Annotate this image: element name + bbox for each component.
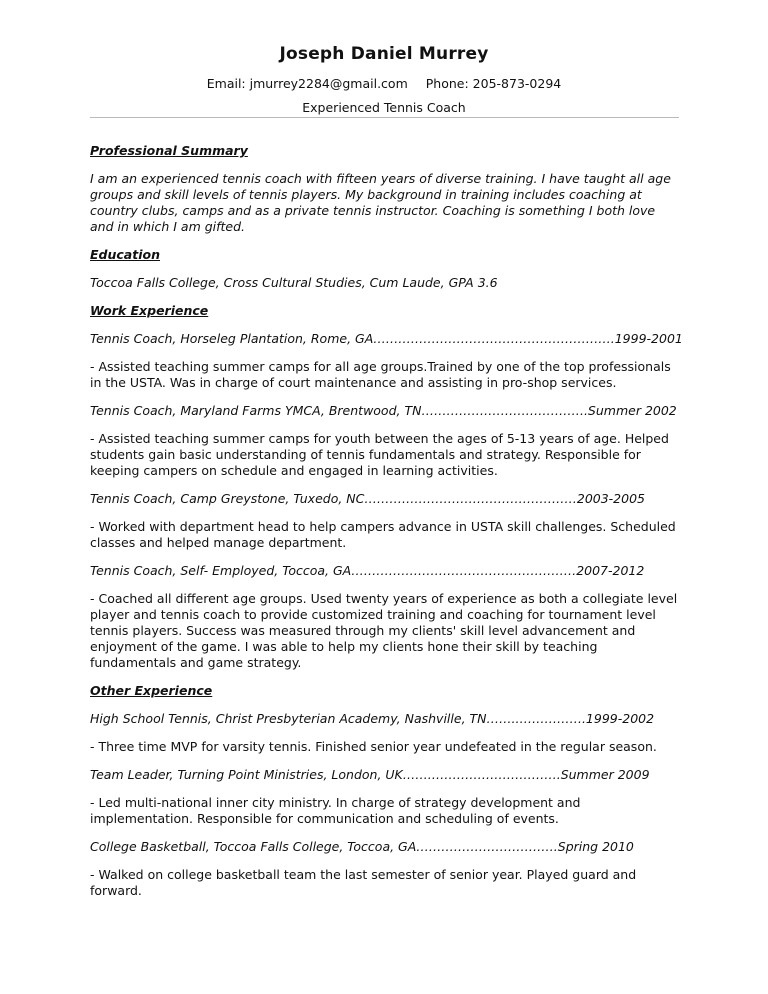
section-heading-other: Other Experience — [90, 683, 213, 698]
other-entry-description: - Three time MVP for varsity tennis. Finished senior year undefeated in the regular season. — [90, 739, 657, 754]
section-heading-summary: Professional Summary — [90, 143, 248, 158]
phone-text: Phone: 205-873-0294 — [425, 76, 562, 91]
work-entry-title: Tennis Coach, Self- Employed, Toccoa, GA………………………………………………2007-2012 — [90, 563, 645, 578]
work-entry-title: Tennis Coach, Horseleg Plantation, Rome, GA………………………………………………….1999-2001 — [90, 331, 683, 346]
other-entry-description: - Led multi-national inner city ministry. In charge of strategy development and implementation. Responsible for communication and scheduling of events. — [90, 795, 581, 826]
section-heading-work: Work Experience — [90, 303, 209, 318]
work-entry-description: - Assisted teaching summer camps for all age groups.Trained by one of the top professionals in the USTA. Was in charge of court maintenance and assisting in pro-shop services. — [90, 359, 671, 390]
other-entry-title: College Basketball, Toccoa Falls College, Toccoa, GA…………………………….Spring 2010 — [90, 839, 634, 854]
work-entry-description: - Worked with department head to help campers advance in USTA skill challenges. Scheduled classes and helped manage department. — [90, 519, 676, 550]
resume-body — [90, 143, 683, 911]
work-entry-title: Tennis Coach, Camp Greystone, Tuxedo, NC……………………………………………2003-2005 — [90, 491, 645, 506]
summary-text: I am an experienced tennis coach with fifteen years of diverse training. I have taught all age groups and skill levels of tennis players. My background in training includes coaching at country clubs, camps and as a private tennis instructor. Coaching is something I both love and in which I am gifted. — [90, 171, 671, 234]
contact-line — [0, 76, 768, 91]
work-entry-description: - Coached all different age groups. Used twenty years of experience as both a collegiate level player and tennis coach to provide customized training and coaching for tournament level tennis players. Success was measured through my clients' skill level advancement and enjoyment of the game. I was able to help my clients hone their skill by teaching fundamentals and game strategy. — [90, 591, 678, 670]
tagline: Experienced Tennis Coach — [302, 100, 466, 115]
other-entry-description: - Walked on college basketball team the last semester of senior year. Played guard and forward. — [90, 867, 637, 898]
other-entry-title: Team Leader, Turning Point Ministries, London, UK…….………………………….Summer 2009 — [90, 767, 650, 782]
work-entry-description: - Assisted teaching summer camps for youth between the ages of 5-13 years of age. Helped students gain basic understanding of tennis fundamentals and strategy. Responsible for keeping campers on schedule and engaged in learning activities. — [90, 431, 669, 478]
header-divider — [90, 117, 679, 118]
section-heading-education: Education — [90, 247, 160, 262]
education-text: Toccoa Falls College, Cross Cultural Studies, Cum Laude, GPA 3.6 — [90, 275, 498, 290]
work-entry-title: Tennis Coach, Maryland Farms YMCA, Brentwood, TN………………………………….Summer 2002 — [90, 403, 677, 418]
resume-name: Joseph Daniel Murrey — [279, 44, 489, 64]
other-entry-title: High School Tennis, Christ Presbyterian Academy, Nashville, TN……..…………….1999-2002 — [90, 711, 655, 726]
email-text: Email: jmurrey2284@gmail.com — [206, 76, 408, 91]
